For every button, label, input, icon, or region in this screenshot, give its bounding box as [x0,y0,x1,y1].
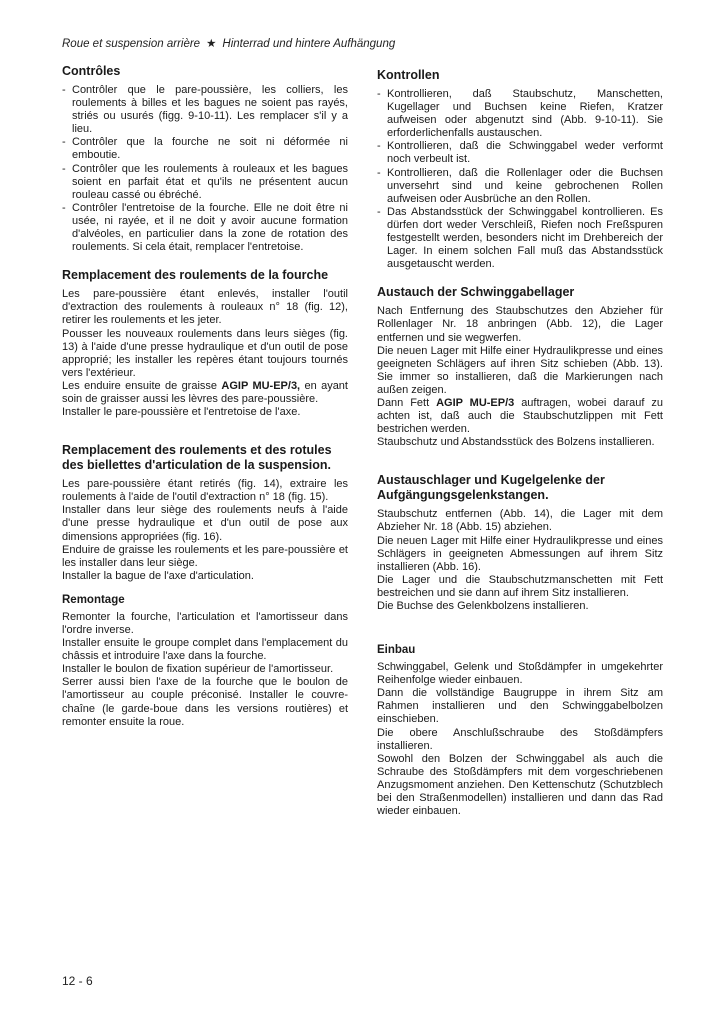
paragraph: Die Lager und die Staubschutzmanschetten mit Fett bestreichen und sie dann auf ihrem Sitz installieren. [377,573,663,599]
list-item: - Contrôler l'entretoise de la fourche. Elle ne doit être ni usée, ni rayée, et il ne doit y avoir aucune formation d'alvéoles, en particulier dans la zone de rotation des roulements. Si cela était, remplacer l'entretoise. [62,202,348,254]
list-item: - Kontrollieren, daß die Schwinggabel weder verformt noch verbeult ist. [377,140,663,166]
section-title: Remplacement des roulements de la fourche [62,268,329,283]
text-run: auftragen, wobei darauf zu achten ist, daß auch die Staubschutzlippen mit Fett bestrichen werden. [377,396,663,436]
paragraph: Pousser les nouveaux roulements dans leurs sièges (fig. 13) à l'aide d'une presse hydraulique et d'un outil de pose approprié; les installer les repères étant toujours tournés vers l'extérieur. [62,327,348,379]
product-name: AGIP MU-EP/3, [221,379,301,392]
paragraph: Enduire de graisse les roulements et les pare-poussière et les installer dans leur siège. [62,543,348,569]
section-controles [62,64,348,254]
paragraph: Sowohl den Bolzen der Schwinggabel als auch die Schraube des Stoßdämpfers mit dem vorgeschriebenen Anzugsmoment anziehen. Den Kettenschutz (Schutzblech bei den Straßenmodellen) installieren und dann das Rad wieder einbauen. [377,752,663,818]
french-column [62,64,348,739]
paragraph: Les pare-poussière étant retirés (fig. 14), extraire les roulements à l'aide de l'outil d'extraction n° 18 (fig. 15). [62,478,348,504]
list-item: - Contrôler que les roulements à rouleaux et les bagues soient en parfait état et qu'ils ne présentent aucun rouleau cassé ou ébréché. [62,163,348,202]
paragraph: Die obere Anschlußschraube des Stoßdämpfers installieren. [377,726,663,752]
paragraph: Serrer aussi bien l'axe de la fourche que le boulon de l'amortisseur au couple préconisé. Installer le couvre-chaîne (le garde-boue dans les versions routières) et remonter ensuite la roue. [62,676,348,728]
header-french: Roue et suspension arrière [62,38,201,50]
paragraph: Schwinggabel, Gelenk und Stoßdämpfer in umgekehrter Reihenfolge wieder einbauen. [377,661,663,687]
paragraph: Dann die vollständige Baugruppe in ihrem Sitz am Rahmen installieren und den Schwinggabelbolzen einschieben. [377,687,663,726]
list-item: - Kontrollieren, daß die Rollenlager oder die Buchsen unversehrt sind und keine gebrochenen Rollen aufweisen oder Ausbrüche an den Rollen. [377,167,663,206]
checklist [62,84,348,254]
list-item: - Contrôler que le pare-poussière, les colliers, les roulements à billes et les bagues ne soient pas rayés, striés ou usurés (figg. 9-10-11). Les remplacer s'il y a lieu. [62,84,348,136]
star-icon: ★ [206,38,217,50]
section-title: Einbau [377,644,416,657]
paragraph: Installer la bague de l'axe d'articulation. [62,569,254,582]
section-title: Remplacement des roulements et des rotules des biellettes d'articulation de la suspension. [62,443,332,473]
section-remplacement-biellettes [62,443,348,583]
paragraph: Installer le boulon de fixation supérieur de l'amortisseur. [62,663,334,676]
running-header [62,36,395,50]
paragraph: Staubschutz entfernen (Abb. 14), die Lager mit dem Abzieher Nr. 18 (Abb. 15) abziehen. [377,508,663,534]
section-remplacement-fourche [62,268,348,419]
paragraph: Installer dans leur siège des roulements neufs à l'aide d'une presse hydraulique et d'un outil de pose aux dimensions appropriées (fig. 16). [62,504,348,543]
header-german: Hinterrad und hintere Aufhängung [222,38,396,50]
section-title: Kontrollen [377,68,440,82]
section-title: Austauschlager und Kugelgelenke der Aufgängungsgelenkstangen. [377,473,605,503]
text-run: en ayant soin de graisser aussi les lèvres des pare-poussière. [62,379,348,405]
section-einbau [377,643,663,818]
paragraph: Nach Entfernung des Staubschutzes den Abzieher für Rollenlager Nr. 18 anbringen (Abb. 12), die Lager entfernen und sie wegwerfen. [377,305,663,344]
paragraph: Installer ensuite le groupe complet dans l'emplacement du châssis et introduire l'axe dans la fourche. [62,637,348,663]
paragraph [377,397,663,436]
paragraph: Installer le pare-poussière et l'entretoise de l'axe. [62,406,301,419]
paragraph: Die Buchse des Gelenkbolzens installieren. [377,600,589,612]
section-kontrollen [377,68,663,271]
checklist [377,88,663,271]
list-item: - Contrôler que la fourche ne soit ni déformée ni emboutie. [62,136,348,162]
page-number: 12 - 6 [62,974,93,988]
paragraph: Die neuen Lager mit Hilfe einer Hydraulikpresse und eines geeigneten Schlägers auf ihren Sitz schieben (Abb. 13). Sie immer so installieren, daß die Markierungen nach außen zeigen. [377,344,663,396]
text-run: Dann Fett [377,396,437,409]
list-item: - Das Abstandsstück der Schwinggabel kontrollieren. Es dürfen dort weder Verschleiß, Riefen noch Freßspuren festgestellt werden, besonders nicht im Drehbereich der Lager. In einem solchen Fall muß das Abstandsstück ausgetauscht werden. [377,206,663,271]
list-item: - Kontrollieren, daß Staubschutz, Manschetten, Kugellager und Buchsen keine Riefen, Kratzer aufweisen oder abgenutzt sind (Abb. 9-10-11). Sie erforderlichenfalls austauschen. [377,88,663,140]
section-austauschlager [377,473,663,613]
paragraph: Remonter la fourche, l'articulation et l'amortisseur dans l'ordre inverse. [62,610,348,636]
paragraph: Staubschutz und Abstandsstück des Bolzens installieren. [377,436,655,449]
text-run: Les enduire ensuite de graisse [62,379,222,392]
section-title: Remontage [62,593,125,606]
section-remontage [62,593,348,729]
product-name: AGIP MU-EP/3 [436,396,515,409]
section-title: Contrôles [62,64,121,78]
paragraph: Les pare-poussière étant enlevés, installer l'outil d'extraction des roulements à rouleaux n° 18 (fig. 12), retirer les roulements et les jeter. [62,288,348,327]
section-title: Austauch der Schwinggabellager [377,285,575,300]
section-austauch-schwinggabellager [377,285,663,449]
german-column [377,64,663,828]
paragraph [62,380,348,406]
paragraph: Die neuen Lager mit Hilfe einer Hydraulikpresse und eines Schlägers in geeigneten Abmessungen auf ihrem Sitz installieren (Abb. 16). [377,534,663,573]
